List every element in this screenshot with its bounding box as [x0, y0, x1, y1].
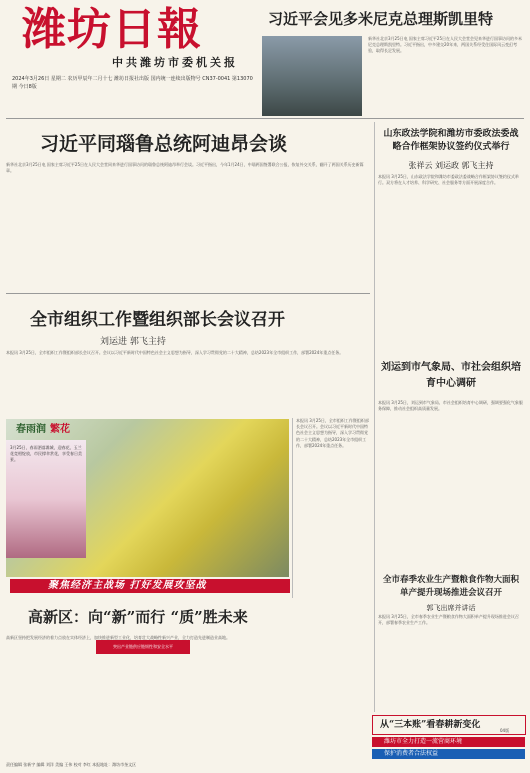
- top-story-title: 习近平会见多米尼克总理斯凯里特: [268, 10, 494, 28]
- right2-body: 本报讯 3月25日，刘运到市气象局、市社会组织培育中心调研，强调要强化气象服务保障，推动社会组织高质量发展。: [378, 400, 523, 412]
- right1-title: 山东政法学院和潍坊市委政法委战略合作框架协议签约仪式举行: [383, 129, 519, 152]
- story3-title: 全市组织工作暨组织部长会议召开: [30, 310, 285, 330]
- publication-info: 2024年3月26日 星期二 农历甲辰年二月十七 潍坊日报社出版 国内统一连续出版物号 CN37-0041 第13070期 今日8版: [12, 76, 253, 90]
- right3-body: 本报讯 3月25日，全市春季农业生产暨粮食作物大面积单产提升现场推进会议召开，部署春季农业生产工作。: [378, 614, 519, 626]
- caption-title-accent: 繁花: [50, 424, 70, 435]
- newspaper-logo: 潍坊日報: [22, 4, 202, 55]
- right1-body: 本报讯 3月25日，山东政法学院和潍坊市委政法委战略合作框架协议签约仪式举行。双方将在人才培养、科学研究、社会服务等方面开展深度合作。: [378, 174, 519, 186]
- ad-text-2: 保护消费者合法权益: [384, 750, 439, 757]
- divider: [292, 418, 293, 598]
- divider: [374, 122, 375, 712]
- story3-continued: 本报讯 3月25日，全市组织工作暨组织部长会议召开。会议以习近平新时代中国特色社会主义思想为指导，深入学习贯彻党的二十大精神，总结2023年全市组织工作，部署2024年重点任务。: [296, 418, 369, 448]
- newspaper-subtitle: 中共潍坊市委机关报: [112, 56, 238, 69]
- footer: 责任编辑 张新宇 编辑 刘洋 美编 王伟 校对 李红 本报地址：潍坊市奎文区: [6, 762, 137, 767]
- photo-caption-title: [16, 420, 70, 435]
- story4-kicker: 突出产业链供应链韧性和安全水平: [96, 640, 190, 654]
- promo-title[interactable]: 从“三本账”看春耕新变化: [380, 720, 481, 730]
- promo-page: 04版: [500, 728, 510, 733]
- story4-body: 高新区坚持把发展经济的着力点放在实体经济上，加快推进新型工业化，培育壮大战略性新兴产业，全力打造先进制造业高地。: [6, 635, 230, 640]
- story4-title: 高新区：向“新”而行 “质”胜未来: [28, 608, 248, 626]
- theme-banner-text: 聚焦经济主战场 打好发展攻坚战: [48, 580, 207, 591]
- right3-title: 全市春季农业生产暨粮食作物大面积单产提升现场推进会议召开: [382, 575, 519, 598]
- right3-byline: 郭飞出席并讲话: [426, 604, 476, 612]
- right1-byline: 张祥云 刘运政 郭飞主持: [408, 161, 494, 170]
- caption-title-main: 春雨润: [16, 424, 46, 435]
- top-story-photo: [262, 36, 362, 116]
- divider: [6, 293, 370, 294]
- ad-text-1: 潍坊市全力打造一流营商环境: [384, 738, 463, 745]
- right2-title: 刘运到市气象局、市社会组织培育中心调研: [381, 362, 521, 389]
- story3-body: 本报讯 3月25日，全市组织工作暨组织部长会议召开。会议以习近平新时代中国特色社会主义思想为指导，深入学习贯彻党的二十大精神，总结2023年全市组织工作，部署2024年重点任务。: [6, 350, 344, 355]
- story3-byline: 刘运进 郭飞主持: [100, 337, 166, 347]
- story2-title: 习近平同瑙鲁总统阿迪昂会谈: [40, 133, 288, 155]
- story2-body: 新华社北京3月25日电 国家主席习近平25日在人民大会堂同来华进行国事访问的瑙鲁总统阿迪昂举行会谈。习近平指出，今年1月24日，中瑙两国签署联合公报，恢复外交关系，翻开了两国关系历史新篇章。: [6, 162, 364, 174]
- photo-caption-text: 3月25日，春雨洒落潍城，迎春花、玉兰花竞相绽放，市民撑伞赏花，享受春日美景。: [10, 445, 82, 463]
- top-story-body: 新华社北京3月25日电 国家主席习近平25日在人民大会堂会见来华进行国事访问的多米尼克总理斯凯里特。习近平指出，中多建交20年来，两国关系经受住国际风云变幻考验，取得长足发展。: [368, 36, 522, 54]
- divider: [6, 118, 524, 119]
